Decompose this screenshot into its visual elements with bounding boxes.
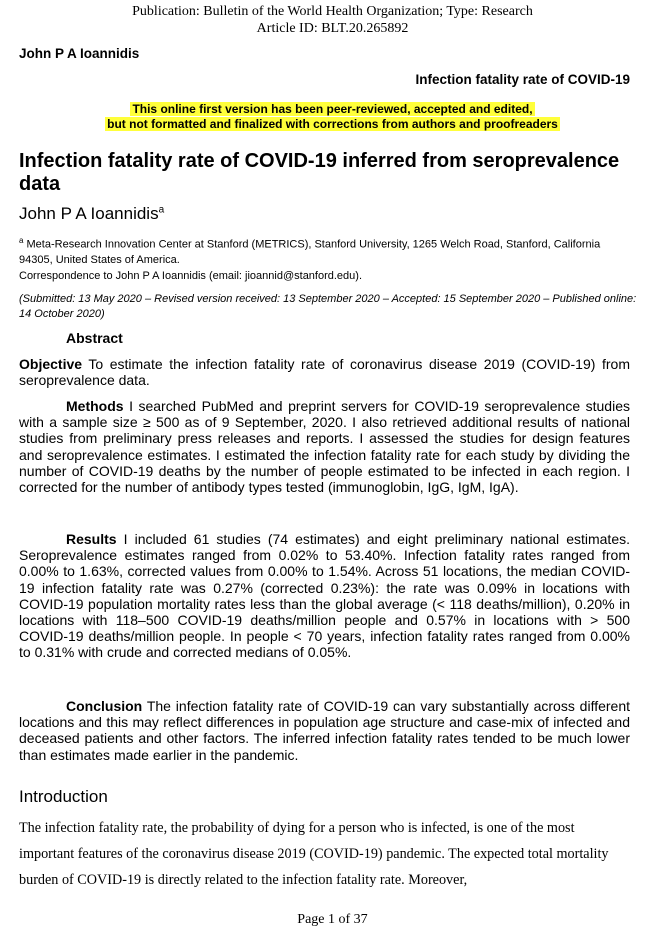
author-affiliation-marker: a [158,204,165,216]
methods-text: I searched PubMed and preprint servers for COVID-19 seroprevalence studies with a sample size ≥ 500 as of 9 September, 2020. I also retrieved additional results of national studies from preliminary press releases and reports. I assessed the studies for design features and seroprevalence estimates. I estimated the infection fatality rate for each study by dividing the number of COVID-19 deaths by the number of people estimated to be infected in each region. I corrected for the number of antibody types tested (immunoglobin, IgG, IgM, IgA). [19,398,630,496]
article-author [19,204,164,224]
online-first-notice [0,102,665,132]
objective-label: Objective [19,356,83,372]
publication-line: Publication: Bulletin of the World Health Organization; Type: Research [132,4,533,19]
abstract-results [19,531,630,661]
introduction-text: The infection fatality rate, the probability of dying for a person who is infected, is one of the most important features of the coronavirus disease 2019 (COVID-19) pandemic. The expected total mortality burden of COVID-19 is directly related to the infection fatality rate. Moreover, [19,820,609,888]
objective-text: To estimate the infection fatality rate of coronavirus disease 2019 (COVID-19) from seroprevalence data. [19,356,630,389]
abstract-methods [19,398,630,495]
article-title: Infection fatality rate of COVID-19 inferred from seroprevalence data [19,150,620,195]
abstract-objective [19,356,630,388]
publication-header [0,3,665,37]
article-id-line: Article ID: BLT.20.265892 [256,21,409,36]
running-title: Infection fatality rate of COVID-19 [415,72,630,87]
abstract-conclusion [19,698,630,763]
conclusion-text: The infection fatality rate of COVID-19 can vary substantially across different locations and this may reflect differences in population age structure and case-mix of infected and deceased patients and other factors. The inferred infection fatality rates tended to be much lower than estimates made earlier in the pandemic. [19,698,630,763]
notice-line-2: but not formatted and finalized with corrections from authors and proofreaders [107,117,558,131]
results-text: I included 61 studies (74 estimates) and eight preliminary national estimates. Seroprevalence estimates ranged from 0.02% to 53.40%. Infection fatality rates ranged from 0.00% to 1.63%, corrected values from 0.00% to 1.54%. Across 51 locations, the median COVID-19 infection fatality rate was 0.27% (corrected 0.23%): the rate was 0.09% in locations with COVID-19 population mortality rates less than the global average (< 118 deaths/million), 0.20% in locations with 118–500 COVID-19 deaths/million people and 0.57% in locations with > 500 COVID-19 deaths/million people. In people < 70 years, infection fatality rates ranged from 0.00% to 0.31% with crude and corrected medians of 0.05%. [19,531,630,661]
affiliation-text: Meta-Research Innovation Center at Stanford (METRICS), Stanford University, 1265 Welch Road, Stanford, California 94305, United States of America. [19,238,601,267]
correspondence: Correspondence to John P A Ioannidis (email: jioannid@stanford.edu). [19,270,363,282]
affiliation [19,233,629,269]
submission-dates: (Submitted: 13 May 2020 – Revised version received: 13 September 2020 – Accepted: 15 September 2020 – Published online: 14 October 2020) [19,293,637,320]
author-name: John P A Ioannidis [19,204,159,223]
affiliation-marker: a [19,236,24,245]
abstract-heading: Abstract [66,330,123,346]
notice-line-1: This online first version has been peer-reviewed, accepted and edited, [132,102,533,116]
running-author: John P A Ioannidis [19,46,140,61]
conclusion-label: Conclusion [66,698,143,714]
results-label: Results [66,531,117,547]
introduction-heading: Introduction [19,787,108,806]
page-number: Page 1 of 37 [297,912,368,927]
methods-label: Methods [66,398,124,414]
